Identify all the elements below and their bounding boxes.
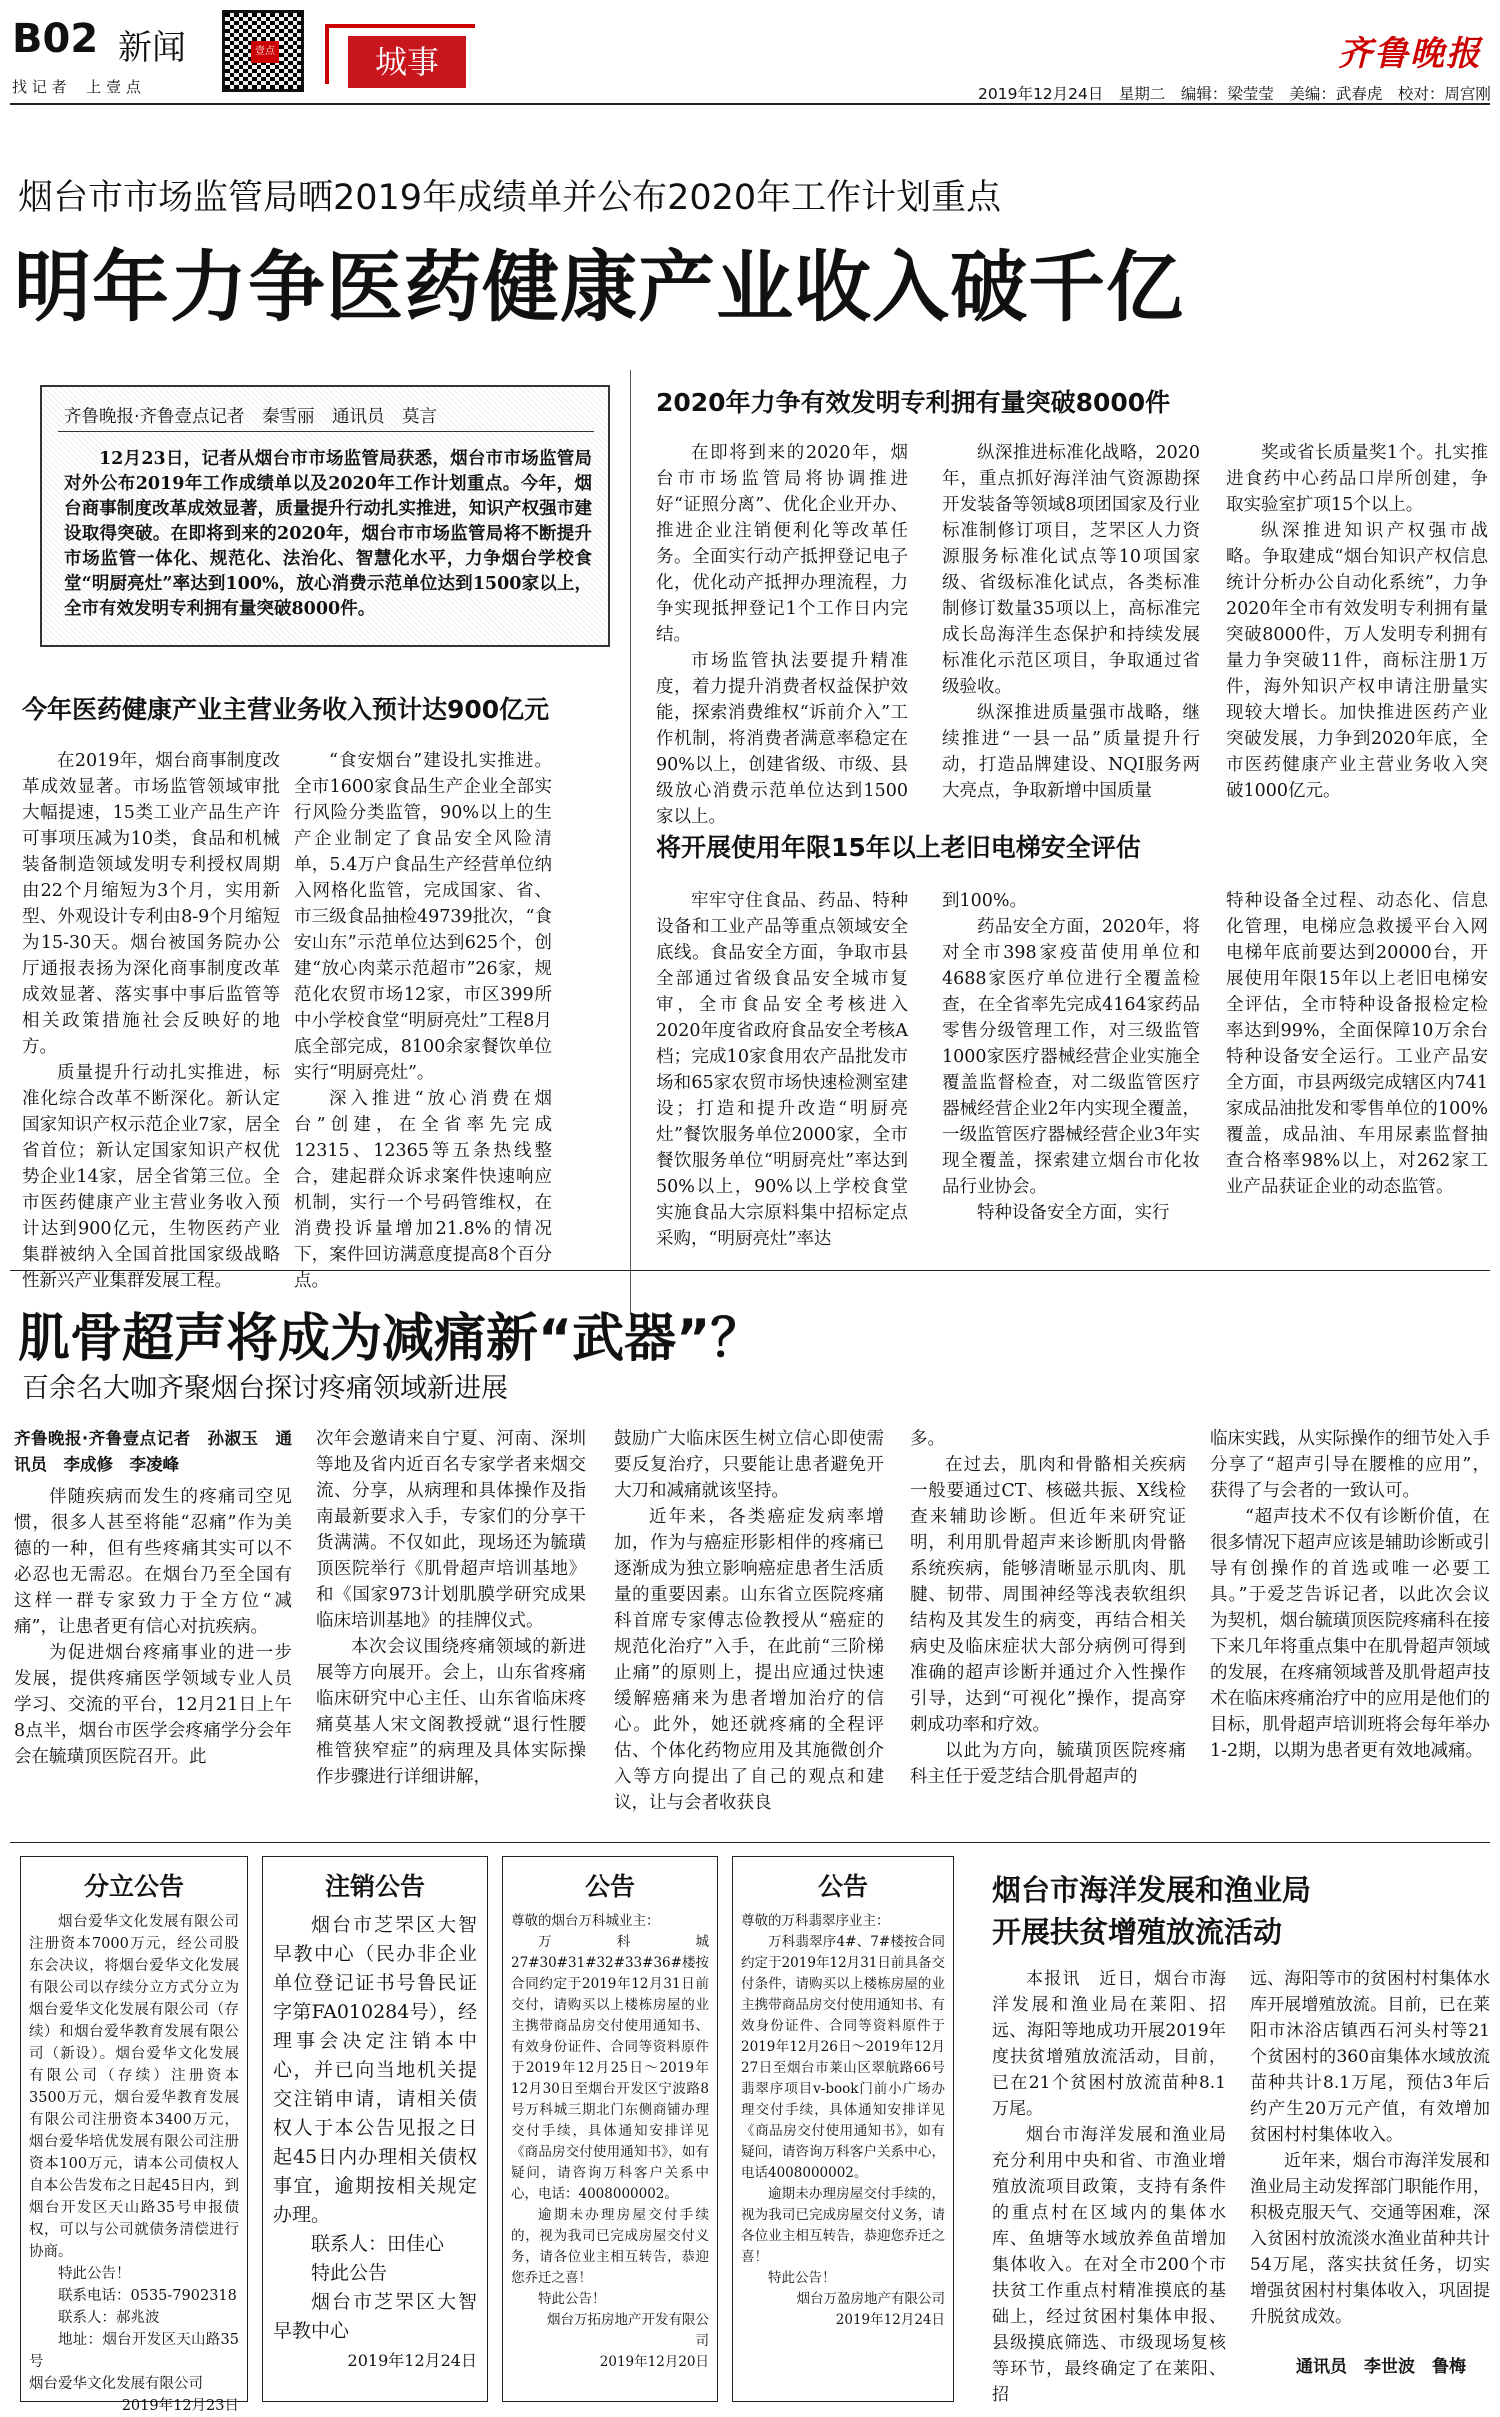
paragraph: 本报讯 近日，烟台市海洋发展和渔业局在莱阳、招远、海阳等地成功开展2019年度扶贫增殖放流活动，目前，已在21个贫困村放流苗种8.1万尾。 [992, 1969, 1226, 2119]
notice-body: 烟台爱华文化发展有限公司注册资本7000万元，经公司股东会决议，将烟台爱华文化发展有限公司以存续分立方式分立为烟台爱华文化发展有限公司（存续）和烟台爱华教育发展有限公司（新设）。烟台爱华文化发展有限公司（存续）注册资本3500万元，烟台爱华教育发展有限公司注册资本3400万元，烟台爱华培优发展有限公司注册资本100万元，请本公司债权人自本公告发布之日起45日内，到烟台开发区天山路35号申报债权，可以与公司就债务清偿进行协商。 [29, 1914, 239, 2260]
notice-vanke-city [502, 1856, 718, 2402]
story3-headline-line2: 开展扶贫增殖放流活动 [992, 1915, 1283, 1949]
story3-col1 [992, 1966, 1226, 2405]
notice-date: 2019年12月24日 [835, 2312, 945, 2328]
story2-col5 [1210, 1426, 1490, 1858]
sub3-col2 [942, 888, 1200, 1308]
paragraph: 特种设备安全方面，实行 [977, 1203, 1170, 1223]
story-divider [10, 1270, 1490, 1271]
notice-body: 万科城27#30#31#32#33#36#楼按合同约定于2019年12月31日前交付，请购买以上楼栋房屋的业主携带商品房交付使用通知书、有效身份证件、合同等资料原件于2019年12月25日～2019年12月30日至烟台开发区宁波路8号万科城三期北门东侧商铺办理交付手续，具体通知安排详见《商品房交付使用通知书》，如有疑问，请咨询万科客户关系中心，电话：4008000002。 [511, 1934, 709, 2202]
paragraph: 奖或省长质量奖1个。扎实推进食药中心药品口岸所创建，争取实验室扩项15个以上。 [1226, 443, 1488, 515]
notice-greeting: 尊敬的万科翡翠序业主： [741, 1913, 890, 1929]
paragraph: 近年来，烟台市海洋发展和渔业局主动发挥部门职能作用，积极克服天气、交通等困难，深入贫困村放流淡水渔业苗种共计54万尾，落实扶贫任务，切实增强贫困村村集体收入，巩固提升脱贫成效。 [1250, 2151, 1490, 2327]
notice-title: 公告 [817, 1872, 868, 1901]
paragraph: 为促进烟台疼痛事业的进一步发展，提供疼痛医学领域专业人员学习、交流的平台，12月21日上午8点半，烟台市医学会疼痛学分会年会在毓璜顶医院召开。此 [14, 1643, 292, 1767]
qr-code[interactable] [222, 10, 304, 92]
story2-col4 [910, 1426, 1186, 1858]
paragraph: 鼓励广大临床医生树立信心即使需要反复治疗，只要能让患者避免开大刀和减痛就该坚持。 [614, 1429, 884, 1501]
notice-body: 万科翡翠序4#、7#楼按合同约定于2019年12月31日前具备交付条件，请购买以上楼栋房屋的业主携带商品房交付使用通知书、有效身份证件、合同等资料原件于2019年12月26日～2019年12月27日至烟台市莱山区翠航路66号翡翠序项目v-book门前小广场办理交付手续，具体通知安排详见《商品房交付使用通知书》，如有疑问，请咨询万科客户关系中心，电话4008000002。 [741, 1934, 945, 2181]
paragraph: 本次会议围绕疼痛领域的新进展等方向展开。会上，山东省疼痛临床研究中心主任、山东省临床疼痛莫基人宋文阁教授就“退行性腰椎管狭窄症”的病理及具体实际操作步骤进行详细讲解， [316, 1637, 586, 1787]
paragraph: 质量提升行动扎实推进，标准化综合改革不断深化。新认定国家知识产权示范企业7家，居全省首位；新认定国家知识产权优势企业14家，居全省第三位。全市医药健康产业主营业务收入预计达到900亿元，生物医药产业集群被纳入全国首批国家级战略性新兴产业集群发展工程。 [22, 1063, 280, 1291]
notice-title: 分立公告 [83, 1872, 184, 1901]
paragraph: 特种设备全过程、动态化、信息化管理，电梯应急救援平台入网电梯年底前要达到20000台，开展使用年限15年以上老旧电梯安全评估，全市特种设备报检定检率达到99%，全面保障10万余台特种设备安全运行。工业产品安全方面，市县两级完成辖区内741家成品油批发和零售单位的100%覆盖，成品油、车用尿素监督抽查合格率98%以上，对262家工业产品获证企业的动态监管。 [1226, 891, 1488, 1197]
paragraph: 在即将到来的2020年，烟台市市场监管局将协调推进好“证照分离”、优化企业开办、推进企业注销便利化等改革任务。全面实行动产抵押登记电子化，优化动产抵押办理流程，力争实现抵押登记1个工作日内完结。 [656, 443, 908, 645]
paragraph: 药品安全方面，2020年，将对全市398家疫苗使用单位和4688家医疗单位进行全覆盖检查，在全省率先完成4164家药品零售分级管理工作，对三级监管1000家医疗器械经营企业实施全覆盖监督检查，对二级监管医疗器械经营企业2年内实现全覆盖，一级监管医疗器械经营企业3年实现全覆盖，探索建立烟台市化妆品行业协会。 [942, 917, 1200, 1197]
paragraph: 在过去，肌肉和骨骼相关疾病一般要通过CT、核磁共振、X线检查来辅助诊断。但近年来研究证明，利用肌骨超声来诊断肌肉骨骼系统疾病，能够清晰显示肌肉、肌腱、韧带、周围神经等浅表软组织结构及其发生的病变，再结合相关病史及临床症状大部分病例可得到准确的超声诊断并通过介入性操作引导，达到“可视化”操作，提高穿刺成功率和疗效。 [910, 1455, 1186, 1735]
paragraph: 近年来，各类癌症发病率增加，作为与癌症形影相伴的疼痛已逐渐成为独立影响癌症患者生活质量的重要因素。山东省立医院疼痛科首席专家傅志俭教授从“癌症的规范化治疗”入手，在此前“三阶梯止痛”的原则上，提出应通过快速缓解癌痛来为患者增加治疗的信心。此外，她还就疼痛的全程评估、个体化药物应用及其施微创介入等方向提出了自己的观点和建议，让与会者收获良 [614, 1507, 884, 1813]
sub1-col1 [22, 748, 280, 1308]
paper-logo: 齐鲁晚报 [1338, 34, 1482, 74]
story1-headline: 明年力争医药健康产业收入破千亿 [14, 244, 1184, 333]
section-name: 新闻 [118, 28, 186, 68]
section-tag: 城事 [348, 36, 466, 88]
story-divider [10, 1842, 1490, 1843]
sub3-col1 [656, 888, 908, 1308]
paragraph: 在2019年，烟台商事制度改革成效显著。市场监管领域审批大幅提速，15类工业产品生产许可事项压减为10类，食品和机械装备制造领域发明专利授权周期由22个月缩短为3个月，实用新型、外观设计专利由8-9个月缩短为15-30天。烟台被国务院办公厅通报表扬为深化商事制度改革成效显著、落实事中事后监管等相关政策措施社会反映好的地方。 [22, 751, 280, 1057]
paragraph: “超声技术不仅有诊断价值，在很多情况下超声应该是辅助诊断或引导有创操作的首选或唯一必要工具。”于爱芝告诉记者，以此次会议为契机，烟台毓璜顶医院疼痛科在接下来几年将重点集中在肌骨超声领域的发展，在疼痛领域普及肌骨超声技术在临床疼痛治疗中的应用是他们的目标，肌骨超声培训班将会每年举办1-2期，以期为患者更有效地减痛。 [1210, 1507, 1490, 1761]
paragraph: 市场监管执法要提升精准度，着力提升消费者权益保护效能，探索消费维权“诉前介入”工作机制，将消费者满意率稳定在90%以上，创建省级、市级、县级放心消费示范单位达到1500家以上。 [656, 651, 908, 827]
notice-signer: 烟台万盈房地产有限公司 [796, 2291, 945, 2307]
story1-sub2: 2020年力争有效发明专利拥有量突破8000件 [656, 388, 1171, 417]
story2-col3 [614, 1426, 884, 1858]
notice-signer: 烟台万拓房地产开发有限公司 [547, 2312, 709, 2349]
paragraph: 纵深推进知识产权强市战略。争取建成“烟台知识产权信息统计分析办公自动化系统”，力争2020年全市有效发明专利拥有量突破8000件，万人发明专利拥有量力争突破11件，商标注册1万件，海外知识产权申请注册量实现较大增长。加快推进医药产业突破发展，力争到2020年底，全市医药健康产业主营业务收入突破1000亿元。 [1226, 521, 1488, 801]
sub2-col1 [656, 440, 908, 827]
story1-sub3: 将开展使用年限15年以上老旧电梯安全评估 [656, 833, 1141, 862]
story1-sub1: 今年医药健康产业主营业务收入预计达900亿元 [22, 695, 550, 724]
paragraph: 纵深推进标准化战略，2020年，重点抓好海洋油气资源勘探开发装备等领域8项团国家及行业标准制修订项目，芝罘区人力资源服务标准化试点等10项国家级、省级标准化试点，各类标准制修订数量35项以上，高标准完成长岛海洋生态保护和持续发展标准化示范区项目，争取通过省级验收。 [942, 443, 1200, 697]
notice-greeting: 尊敬的烟台万科城业主： [511, 1913, 660, 1929]
notice-extra: 逾期未办理房屋交付手续的，视为我司已完成房屋交付义务，请各位业主相互转告，恭迎您乔迁之喜！ [511, 2207, 709, 2286]
story2-subhead: 百余名大咖齐聚烟台探讨疼痛领域新进展 [22, 1373, 508, 1404]
notice-split [20, 1856, 248, 2414]
notice-note: 特此公告！ [538, 2291, 606, 2307]
sub2-col2 [942, 440, 1200, 801]
story2-col2 [316, 1426, 586, 1858]
notice-note: 特此公告 [311, 2262, 388, 2284]
date-line: 2019年12月24日 星期二 编辑：梁莹莹 美编：武春虎 校对：周宫刚 [978, 85, 1491, 103]
sub2-col3 [1226, 440, 1488, 801]
paragraph: 次年会邀请来自宁夏、河南、深圳等地及省内近百名专家学者来烟交流、分享，从病理和具体操作及指南最新要求入手，专家们的分享干货满满。不仅如此，现场还为毓璜顶医院举行《肌骨超声培训基地》和《国家973计划肌膜学研究成果临床培训基地》的挂牌仪式。 [316, 1429, 586, 1631]
qr-center-badge [251, 41, 279, 63]
story1-divider-v [630, 370, 631, 1315]
story3-headline-line1: 烟台市海洋发展和渔业局 [992, 1873, 1312, 1907]
notice-title: 注销公告 [324, 1872, 425, 1901]
notice-contact: 联系人：田佳心 [311, 2233, 445, 2255]
paragraph: “食安烟台”建设扎实推进。全市1600家食品生产企业全部实行风险分类监管，90%以上的生产企业制定了食品安全风险清单，5.4万户食品生产经营单位纳入网格化监管，完成国家、省、市三级食品抽检49739批次，“食安山东”示范单位达到625个，创建“放心肉菜示范超市”26家，规范化农贸市场12家，市区399所中小学校食堂“明厨亮灶”工程8月底全部完成，8100余家餐饮单位实行“明厨亮灶”。 [294, 751, 552, 1083]
sub3-col3 [1226, 888, 1488, 1308]
story2-byline: 齐鲁晚报·齐鲁壹点记者 孙淑玉 通讯员 李成修 李凌峰 [14, 1429, 292, 1474]
paragraph: 到100%。 [942, 891, 1028, 911]
slogan: 找 记 者 上 壹 点 [12, 78, 141, 96]
notice-note: 特此公告！ [58, 2266, 131, 2282]
story1-byline: 齐鲁晚报·齐鲁壹点记者 秦雪丽 通讯员 莫言 [64, 407, 438, 427]
story2-headline: 肌骨超声将成为减痛新“武器”？ [18, 1309, 763, 1369]
header-rule [10, 103, 1490, 105]
paragraph: 烟台市海洋发展和渔业局充分利用中央和省、市渔业增殖放流项目政策，支持有条件的重点村在区域内的集体水库、鱼塘等水域放养鱼苗增加集体收入。在对全市200个市扶贫工作重点村精准摸底的基础上，经过贫困村集体申报、县级摸底筛选、市级现场复核等环节，最终确定了在莱阳、招 [992, 2125, 1226, 2405]
story3-byline: 通讯员 李世波 鲁梅 [1296, 2357, 1466, 2377]
paragraph: 深入推进“放心消费在烟台”创建，在全省率先完成12315、12365等五条热线整合，建起群众诉求案件快速响应机制，实行一个号码管维权，在消费投诉量增加21.8%的情况下，案件回访满意度提高8个百分点。 [294, 1089, 552, 1291]
story2-col1 [14, 1426, 292, 1858]
story1-lead: 12月23日，记者从烟台市市场监管局获悉，烟台市市场监管局对外公布2019年工作成绩单以及2020年工作计划重点。今年，烟台商事制度改革成效显著，质量提升行动扎实推进，知识产权强市建设取得突破。在即将到来的2020年，烟台市市场监管局将不断提升市场监管一体化、规范化、法治化、智慧化水平，力争烟台学校食堂“明厨亮灶”率达到100%，放心消费示范单位达到1500家以上，全市有效发明专利拥有量突破8000件。 [64, 449, 592, 619]
paragraph: 牢牢守住食品、药品、特种设备和工业产品等重点领域安全底线。食品安全方面，争取市县全部通过省级食品安全城市复审，全市食品安全考核进入2020年度省政府食品安全考核A档；完成10家食用农产品批发市场和65家农贸市场快速检测室建设；打造和提升改造“明厨亮灶”餐饮服务单位2000家，全市餐饮服务单位“明厨亮灶”率达到50%以上，90%以上学校食堂实施食品大宗原料集中招标定点采购，“明厨亮灶”率达 [656, 891, 908, 1249]
paragraph: 临床实践，从实际操作的细节处入手分享了“超声引导在腰椎的应用”，获得了与会者的一致认可。 [1210, 1429, 1490, 1501]
paragraph: 纵深推进质量强市战略，继续推进“一县一品”质量提升行动，打造品牌建设、NQI服务两大亮点，争取新增中国质量 [942, 703, 1200, 801]
notice-signer: 烟台爱华文化发展有限公司 [29, 2376, 203, 2392]
lead-rule [58, 431, 594, 432]
paragraph: 以此为方向，毓璜顶医院疼痛科主任于爱芝结合肌骨超声的 [910, 1741, 1186, 1787]
lead-box [40, 385, 610, 647]
notice-cancel [262, 1856, 488, 2402]
notice-date: 2019年12月20日 [599, 2354, 709, 2370]
notice-date: 2019年12月24日 [347, 2351, 477, 2370]
notice-contact: 联系电话：0535-7902318 [58, 2288, 237, 2304]
paragraph: 伴随疾病而发生的疼痛司空见惯，很多人甚至将能“忍痛”作为美德的一种，但有些疼痛其实可以不必忍也无需忍。在烟台乃至全国有这样一群专家致力于全方位“减痛”，让患者更有信心对抗疾病。 [14, 1487, 292, 1637]
notice-signer: 烟台市芝罘区大智早教中心 [273, 2291, 477, 2342]
notice-date: 2019年12月23日 [121, 2398, 239, 2414]
paragraph: 远、海阳等市的贫困村村集体水库开展增殖放流。目前，已在莱阳市沐浴店镇西石河头村等21个贫困村的360亩集体水域放流苗种共计8.1万尾，预估3年后约产生20万元产值，有效增加贫困村村集体收入。 [1250, 1969, 1490, 2145]
notice-vanke-jade [732, 1856, 954, 2402]
notice-extra: 逾期未办理房屋交付手续的，视为我司已完成房屋交付义务，请各位业主相互转告，恭迎您乔迁之喜！ [741, 2186, 945, 2265]
notice-body: 烟台市芝罘区大智早教中心（民办非企业单位登记证书号鲁民证字第FA010284号），经理事会决定注销本中心，并已向当地机关提交注销申请，请相关债权人于本公告见报之日起45日内办理相关债权事宜，逾期按相关规定办理。 [273, 1914, 477, 2226]
story3-col2 [1250, 1966, 1490, 2346]
notice-note: 特此公告！ [768, 2270, 836, 2286]
notice-title: 公告 [584, 1872, 635, 1901]
paragraph: 多。 [910, 1429, 945, 1449]
page-number: B02 [12, 16, 99, 62]
notice-contact: 地址：烟台开发区天山路35号 [29, 2332, 239, 2370]
story1-kicker: 烟台市市场监管局晒2019年成绩单并公布2020年工作计划重点 [18, 178, 1002, 218]
notice-contact: 联系人：郝兆波 [58, 2310, 160, 2326]
sub1-col2 [294, 748, 552, 1308]
qr-label: 壹点 [255, 46, 275, 57]
